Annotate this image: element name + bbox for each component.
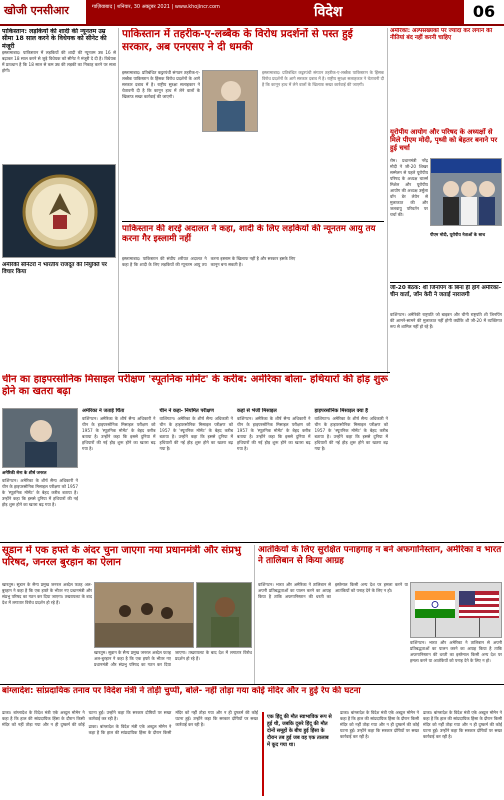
- eu-leaders-image: [431, 159, 502, 226]
- divider: [118, 372, 390, 373]
- subheading: चीन ने कहा- नियमित परीक्षण: [159, 408, 214, 414]
- article-text: खारतूम। सूडान के सैन्य प्रमुख जनरल अब्देल फतह अल-बुरहान ने कहा है कि एक हफ्ते के भीतर नए प्रधानमंत्री और संप्रभु परिषद का गठन कर दिया जाएगा। तख्तापलट के बाद देश में लगातार विरोध प्रदर्शन हो रहे हैं।: [94, 650, 252, 667]
- article-hypersonic-body: [82, 408, 388, 540]
- headline: पाकिस्तान: लड़कियों की शादी की न्यूनतम उम्र सीमा 18 साल करने के विधेयक को सीनेट की मंजूरी: [2, 28, 107, 50]
- article-text: वाशिंगटन। भारत और अमेरिका ने तालिबान से अपनी प्रतिबद्धताओं का पालन करने का आग्रह किया है ताकि अफगानिस्तान की धरती का इस्तेमाल किसी अन्य देश पर हमला करने या आतंकियों को पनाह देने के लिए न हो।: [410, 640, 502, 663]
- photo-sudan-protest: [94, 582, 194, 648]
- headline: जी-20 बैठक: शी जिनपिंग के बिना ही होंगे अमेरिका-चीन वार्ता, जॉन केरी ने जताई नाराजगी: [390, 285, 501, 298]
- article-pak-girls: [2, 28, 116, 162]
- caption: अमेरिकी सेना के शीर्ष जनरल: [2, 470, 47, 475]
- headline: पाकिस्तान में तहरीक-ए-लब्बैक के विरोध प्रदर्शनों से पस्त हुई सरकार, अब एनएसए ने दी धमकी: [122, 28, 353, 53]
- article-eu-body: [390, 158, 428, 278]
- photo-protest: [202, 70, 258, 132]
- article-tlp-body: [122, 70, 200, 220]
- article-bangla-body: [2, 710, 258, 798]
- article-text: इस्लामाबाद। पाकिस्तान की संघीय शरीयत अदालत ने कहा है कि शादी के लिए लड़कियों की न्यूनतम आयु तय करना इस्लाम के खिलाफ नहीं है और सरकार इसके लिए कानून बना सकती है।: [122, 256, 296, 267]
- subheading: अमेरिका ने जताई चिंता: [82, 408, 125, 414]
- pull-quote: [262, 712, 336, 796]
- divider: [122, 221, 384, 222]
- article-text: इस्लामाबाद। प्रतिबंधित कट्टरपंथी संगठन तहरीक-ए-लब्बैक पाकिस्तान के हिंसक विरोध प्रदर्शनों के आगे सरकार दबाव में है। राष्ट्रीय सुरक्षा सलाहकार ने चेतावनी दी है कि कानून हाथ में लेने वालों के खिलाफ सख्त कार्रवाई की जाएगी।: [122, 70, 200, 99]
- photo-eu-leaders: [430, 158, 502, 226]
- headline: बांग्लादेश: सांप्रदायिक तनाव पर विदेश मंत्री ने तोड़ी चुप्पी, बोले- नहीं तोड़ा गया कोई मंदिर और न हुई रेप की घटना: [2, 686, 361, 696]
- article-text: ढाका। बांग्लादेश के विदेश मंत्री एके अब्दुल मोमेन ने कहा है कि हाल की सांप्रदायिक हिंसा के दौरान किसी मंदिर को नहीं तोड़ा गया और न ही दुष्कर्म की कोई घटना हुई। उन्होंने कहा कि सरकार दोषियों पर सख्त कार्रवाई कर रही है।: [88, 710, 258, 735]
- column-divider: [387, 28, 388, 374]
- headline: चीन का हाइपरसोनिक मिसाइल परीक्षण 'स्पूतनिक मोमेंट' के करीब: अमेरिका बोला- हथियारों की होड़ शुरू होने का खतरा बढ़ा: [2, 374, 388, 397]
- headline: यूरोपीय आयोग और परिषद के अध्यक्षों से मिले पीएम मोदी, पृथ्वी को बेहतर बनाने पर हुई चर्चा: [390, 128, 498, 153]
- article-sharia-body: [122, 256, 384, 370]
- article-xi-body: [390, 312, 502, 374]
- article-us-visas: [2, 262, 116, 370]
- article-bangla-headline: [2, 686, 502, 708]
- article-text: रोम। प्रधानमंत्री नरेंद्र मोदी ने जी-20 शिखर सम्मेलन से पहले यूरोपीय परिषद के अध्यक्ष चार्ल्स मिशेल और यूरोपीय आयोग की अध्यक्ष उर्सुला वॉन डेर लेयेन से मुलाकात की और जलवायु परिवर्तन पर चर्चा की।: [390, 158, 428, 217]
- pull-quote-text: एक हिंदू की मौत स्वाभाविक रूप से हुई थी, जबकि दूसरे हिंदू की मौत दोनों समूहों के बीच हुई हिंसा के दौरान तब हुई जब वह एक तालाब में कूद गया था।: [267, 714, 332, 748]
- article-text: इस्लामाबाद। पाकिस्तान में लड़कियों की शादी की न्यूनतम उम्र 16 से बढ़ाकर 18 साल करने से जुड़े विधेयक को सीनेट ने मंजूरी दे दी है। विधेयक में प्रावधान है कि 18 साल से कम उम्र की लड़की का निकाह करने पर सजा होगी।: [2, 50, 116, 74]
- column-divider: [254, 545, 255, 685]
- article-sudan-headline: [2, 545, 252, 579]
- article-text: वाशिंगटन। अमेरिकी राष्ट्रपति जो बाइडन और चीनी राष्ट्रपति शी जिनपिंग की आमने-सामने की मुलाकात नहीं होगी क्योंकि शी जी-20 में व्यक्तिगत रूप से शामिल नहीं हो रहे हैं।: [390, 312, 502, 329]
- divider: [0, 684, 504, 685]
- article-text: वाशिंगटन। अमेरिका के शीर्ष सैन्य अधिकारी ने चीन के हाइपरसोनिक मिसाइल परीक्षण को 1957 के 'स्पूतनिक मोमेंट' के बेहद करीब बताया है। उन्होंने कहा कि इससे दुनिया में हथियारों की नई होड़ शुरू होने का खतरा बढ़ गया है।: [159, 416, 233, 451]
- article-bangla-body-2: [340, 710, 502, 798]
- photo-burhan: [196, 582, 252, 648]
- divider: [390, 282, 502, 283]
- article-tlp-headline: [122, 28, 384, 68]
- subheading: कहां से भेजी मिसाइल: [237, 408, 277, 414]
- article-text: वाशिंगटन। भारत और अमेरिका ने तालिबान से अपनी प्रतिबद्धताओं का पालन करने का आग्रह किया है ताकि अफगानिस्तान की धरती का इस्तेमाल किसी अन्य देश पर हमला करने या आतंकियों को पनाह देने के लिए न हो।: [258, 582, 408, 599]
- article-text: वाशिंगटन। अमेरिका के शीर्ष सैन्य अधिकारी ने चीन के हाइपरसोनिक मिसाइल परीक्षण को 1957 के 'स्पूतनिक मोमेंट' के बेहद करीब बताया है। उन्होंने कहा कि इससे दुनिया में हथियारों की नई होड़ शुरू होने का खतरा बढ़ गया है।: [237, 416, 311, 451]
- article-afghan-body-2: [410, 640, 502, 682]
- article-xi-headline: [390, 285, 502, 311]
- headline: आतंकियों के लिए सुरक्षित पनाहगाह न बने अफगानिस्तान, अमेरिका व भारत ने तालिबान से किया आग्रह: [258, 545, 502, 566]
- article-afghan-body: [258, 582, 408, 682]
- protest-image: [203, 71, 258, 132]
- headline: पाकिस्तान की शरई अदालत ने कहा, शादी के लिए लड़कियों की न्यूनतम आयु तय करना गैर इस्लामी नहीं: [122, 224, 376, 245]
- general-image: [3, 409, 78, 468]
- article-us-rep: [390, 28, 502, 128]
- article-sudan-body: [2, 582, 92, 682]
- article-eu-headline: [390, 128, 502, 158]
- article-text: वाशिंगटन। अमेरिका के शीर्ष सैन्य अधिकारी ने चीन के हाइपरसोनिक मिसाइल परीक्षण को 1957 के 'स्पूतनिक मोमेंट' के बेहद करीब बताया है। उन्होंने कहा कि इससे दुनिया में हथियारों की नई होड़ शुरू होने का खतरा बढ़ गया है।: [2, 478, 78, 507]
- article-text: इस्लामाबाद। प्रतिबंधित कट्टरपंथी संगठन तहरीक-ए-लब्बैक पाकिस्तान के हिंसक विरोध प्रदर्शनों के आगे सरकार दबाव में है। राष्ट्रीय सुरक्षा सलाहकार ने चेतावनी दी है कि कानून हाथ में लेने वालों के खिलाफ सख्त कार्रवाई की जाएगी।: [262, 70, 384, 87]
- section-title: विदेश: [304, 0, 464, 24]
- page-header: [0, 0, 504, 26]
- article-hypersonic-col1: [2, 470, 78, 540]
- article-text: खारतूम। सूडान के सैन्य प्रमुख जनरल अब्देल फतह अल-बुरहान ने कहा है कि एक हफ्ते के भीतर नए प्रधानमंत्री और संप्रभु परिषद का गठन कर दिया जाएगा। तख्तापलट के बाद देश में लगातार विरोध प्रदर्शन हो रहे हैं।: [2, 582, 92, 605]
- india-us-flags: [411, 583, 502, 638]
- photo-general: [2, 408, 78, 468]
- article-text: वाशिंगटन। अमेरिका के शीर्ष सैन्य अधिकारी ने चीन के हाइपरसोनिक मिसाइल परीक्षण को 1957 के 'स्पूतनिक मोमेंट' के बेहद करीब बताया है। उन्होंने कहा कि इससे दुनिया में हथियारों की नई होड़ शुरू होने का खतरा बढ़ गया है।: [82, 416, 156, 451]
- dateline: गाज़ियाबाद | शनिवार, 30 अक्टूबर 2021 | www.khojincr.com: [86, 0, 304, 24]
- headline: सूडान में एक हफ्ते के अंदर चुना जाएगा नया प्रधानमंत्री और संप्रभु परिषद, जनरल बुरहान का ऐलान: [2, 545, 241, 568]
- article-text: ढाका। बांग्लादेश के विदेश मंत्री एके अब्दुल मोमेन ने कहा है कि हाल की सांप्रदायिक हिंसा के दौरान किसी मंदिर को नहीं तोड़ा गया और न ही दुष्कर्म की कोई घटना हुई। उन्होंने कहा कि सरकार दोषियों पर सख्त कार्रवाई कर रही है।: [423, 710, 502, 739]
- masthead-brand: खोजी एनसीआर: [0, 0, 86, 24]
- sudan-protest-image: [95, 583, 194, 648]
- article-sharia-headline: [122, 224, 384, 254]
- page-number: 06: [464, 0, 504, 24]
- article-text: ढाका। बांग्लादेश के विदेश मंत्री एके अब्दुल मोमेन ने कहा है कि हाल की सांप्रदायिक हिंसा के दौरान किसी मंदिर को नहीं तोड़ा गया और न ही दुष्कर्म की कोई घटना हुई। उन्होंने कहा कि सरकार दोषियों पर सख्त कार्रवाई कर रही है।: [340, 710, 419, 739]
- headline: अमेरिका: अल्पसंख्यकों पर ज्यादा कर लगाने की नीतियां बंद नहीं करनी चाहिए: [390, 28, 493, 41]
- eu-caption: पीएम मोदी, यूरोपीय नेताओं के साथ: [430, 232, 486, 238]
- subheading: हाइपरसोनिक मिसाइल क्या है: [314, 408, 368, 414]
- headline: अमेरिकी सीनेटरों ने भारतीय राजदूत की नियुक्ति पर विचार किया: [2, 262, 107, 275]
- article-sudan-body-2: [94, 650, 252, 682]
- photo-us-seal: [2, 164, 116, 258]
- article-text: वाशिंगटन। अमेरिका के शीर्ष सैन्य अधिकारी ने चीन के हाइपरसोनिक मिसाइल परीक्षण को 1957 के 'स्पूतनिक मोमेंट' के बेहद करीब बताया है। उन्होंने कहा कि इससे दुनिया में हथियारों की नई होड़ शुरू होने का खतरा बढ़ गया है।: [314, 416, 388, 451]
- divider: [0, 542, 504, 543]
- burhan-image: [197, 583, 252, 648]
- column-divider: [118, 28, 119, 374]
- photo-flags: [410, 582, 502, 638]
- article-tlp-body-2: [262, 70, 384, 220]
- seal-image: [3, 165, 116, 258]
- article-body: [2, 50, 116, 74]
- article-hypersonic-headline: [2, 374, 388, 406]
- article-text: ढाका। बांग्लादेश के विदेश मंत्री एके अब्दुल मोमेन ने कहा है कि हाल की सांप्रदायिक हिंसा के दौरान किसी मंदिर को नहीं तोड़ा गया और न ही दुष्कर्म की कोई घटना हुई। उन्होंने कहा कि सरकार दोषियों पर सख्त कार्रवाई कर रही है।: [2, 710, 172, 727]
- article-afghan-headline: [258, 545, 502, 579]
